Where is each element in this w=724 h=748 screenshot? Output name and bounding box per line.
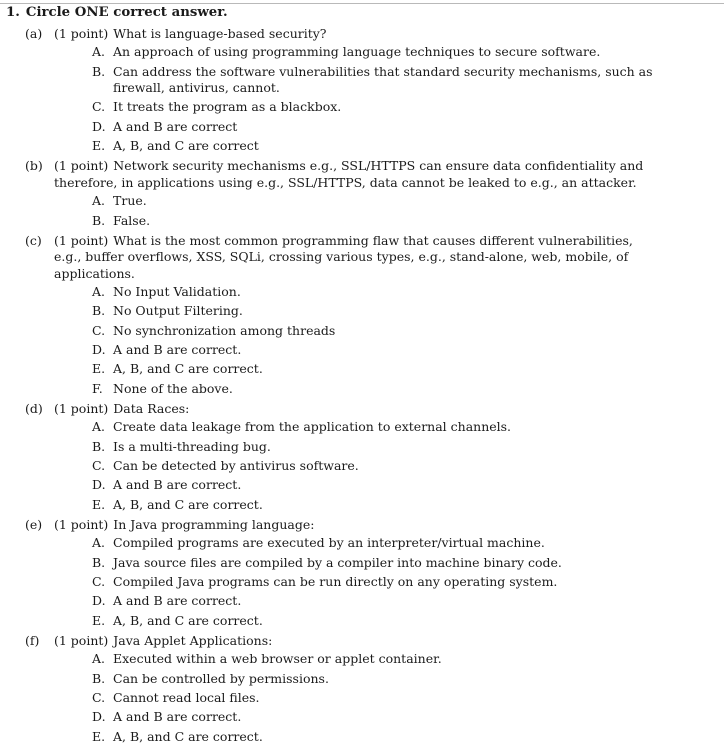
option-letter: C.: [92, 574, 106, 590]
option-text: No Output Filtering.: [113, 303, 243, 319]
answer-option[interactable]: [0, 555, 724, 571]
answer-option[interactable]: [0, 64, 724, 97]
part-prompt: [0, 158, 724, 191]
answer-option[interactable]: [0, 284, 724, 300]
option-letter: D.: [92, 118, 106, 134]
answer-option[interactable]: [0, 138, 724, 154]
option-text: A and B are correct.: [113, 593, 242, 609]
answer-option[interactable]: [0, 439, 724, 455]
option-letter: B.: [92, 554, 106, 570]
part-points: (1 point): [54, 517, 109, 533]
answer-option[interactable]: [0, 458, 724, 474]
answer-options: [0, 651, 724, 745]
option-text: An approach of using programming language techniques to secure software.: [113, 44, 601, 60]
option-text: Is a multi-threading bug.: [113, 438, 271, 454]
option-letter: A.: [92, 419, 106, 435]
answer-option[interactable]: [0, 361, 724, 377]
option-text: Java source files are compiled by a compiler into machine binary code.: [113, 554, 562, 570]
answer-options: [0, 284, 724, 397]
answer-option[interactable]: [0, 419, 724, 435]
part-e: [0, 517, 724, 629]
option-letter: B.: [92, 212, 106, 228]
option-letter: D.: [92, 477, 106, 493]
part-tag: (e): [25, 517, 43, 533]
answer-option[interactable]: [0, 193, 724, 209]
answer-option[interactable]: [0, 323, 724, 339]
part-a: [0, 26, 724, 154]
part-b: [0, 158, 724, 229]
part-question-text: What is the most common programming flaw that causes different vulnerabilities, e.g., buffer overflows, XSS, SQLi, crossing various types, e.g., stand-alone, web, mobile, of applications.: [54, 232, 633, 281]
option-text: It treats the program as a blackbox.: [113, 99, 342, 115]
part-prompt: [0, 401, 724, 417]
answer-options: [0, 193, 724, 229]
option-letter: E.: [92, 496, 106, 512]
question-heading: [0, 4, 724, 22]
answer-option[interactable]: [0, 381, 724, 397]
question-number: 1.: [6, 5, 20, 20]
question-sheet: [0, 4, 724, 748]
option-text: Create data leakage from the application to external channels.: [113, 419, 512, 435]
option-text: Executed within a web browser or applet container.: [113, 651, 442, 667]
option-text: True.: [113, 193, 147, 209]
answer-option[interactable]: [0, 119, 724, 135]
answer-option[interactable]: [0, 213, 724, 229]
option-letter: C.: [92, 322, 106, 338]
answer-option[interactable]: [0, 690, 724, 706]
part-question-text: Network security mechanisms e.g., SSL/HTTPS can ensure data confidentiality and therefore, in applications using e.g., SSL/HTTPS, data cannot be leaked to e.g., an attacker.: [54, 158, 644, 190]
part-prompt: [0, 517, 724, 533]
option-letter: B.: [92, 670, 106, 686]
option-letter: D.: [92, 593, 106, 609]
part-tag: (a): [25, 26, 43, 41]
option-text: A, B, and C are correct.: [113, 496, 263, 512]
option-letter: D.: [92, 709, 106, 725]
part-d: [0, 401, 724, 513]
option-text: Can be controlled by permissions.: [113, 670, 329, 686]
answer-option[interactable]: [0, 613, 724, 629]
answer-option[interactable]: [0, 651, 724, 667]
part-prompt: [0, 233, 724, 282]
option-text: A, B, and C are correct.: [113, 361, 263, 377]
option-text: No Input Validation.: [113, 284, 241, 300]
part-question-text: What is language-based security?: [113, 26, 327, 41]
option-text: A and B are correct.: [113, 477, 242, 493]
option-text: A, B, and C are correct.: [113, 728, 263, 744]
option-letter: F.: [92, 380, 103, 396]
part-points: (1 point): [54, 401, 109, 417]
part-prompt: [0, 26, 724, 42]
part-points: (1 point): [54, 633, 109, 649]
answer-option[interactable]: [0, 99, 724, 115]
answer-option[interactable]: [0, 477, 724, 493]
answer-option[interactable]: [0, 535, 724, 551]
answer-options: [0, 44, 724, 154]
option-text: No synchronization among threads: [113, 322, 336, 338]
option-text: Compiled programs are executed by an interpreter/virtual machine.: [113, 535, 545, 551]
part-question-text: In Java programming language:: [113, 517, 315, 533]
option-letter: E.: [92, 612, 106, 628]
option-text: A and B are correct: [113, 118, 238, 134]
option-letter: C.: [92, 99, 106, 115]
option-letter: A.: [92, 535, 106, 551]
part-points: (1 point): [54, 26, 109, 41]
option-text: False.: [113, 212, 151, 228]
option-letter: B.: [92, 303, 106, 319]
option-text: A and B are correct.: [113, 709, 242, 725]
question-instruction: Circle ONE correct answer.: [25, 5, 228, 20]
part-question-text: Data Races:: [113, 401, 190, 417]
part-tag: (b): [25, 158, 43, 174]
option-text: A, B, and C are correct.: [113, 612, 263, 628]
option-letter: A.: [92, 284, 106, 300]
answer-option[interactable]: [0, 574, 724, 590]
part-prompt: [0, 633, 724, 649]
answer-options: [0, 535, 724, 629]
part-f: [0, 633, 724, 745]
option-letter: B.: [92, 63, 106, 79]
option-text: A and B are correct.: [113, 342, 242, 358]
part-c: [0, 233, 724, 397]
option-letter: A.: [92, 44, 106, 60]
option-text: Can address the software vulnerabilities that standard security mechanisms, such as firewall, antivirus, cannot.: [113, 63, 653, 96]
answer-option[interactable]: [0, 44, 724, 60]
option-text: Can be detected by antivirus software.: [113, 458, 359, 474]
part-tag: (d): [25, 401, 43, 417]
option-text: None of the above.: [113, 380, 233, 396]
option-letter: E.: [92, 728, 106, 744]
answer-options: [0, 419, 724, 513]
option-letter: C.: [92, 458, 106, 474]
option-text: A, B, and C are correct: [113, 138, 259, 153]
option-text: Compiled Java programs can be run directly on any operating system.: [113, 574, 558, 590]
part-question-text: Java Applet Applications:: [113, 633, 273, 649]
option-letter: E.: [92, 138, 106, 153]
option-letter: B.: [92, 438, 106, 454]
part-points: (1 point): [54, 232, 109, 248]
part-tag: (c): [25, 232, 42, 248]
answer-option[interactable]: [0, 303, 724, 319]
part-points: (1 point): [54, 158, 109, 174]
option-letter: D.: [92, 342, 106, 358]
option-letter: A.: [92, 651, 106, 667]
answer-option[interactable]: [0, 342, 724, 358]
part-tag: (f): [25, 633, 40, 649]
option-text: Cannot read local files.: [113, 690, 260, 706]
answer-option[interactable]: [0, 709, 724, 725]
option-letter: A.: [92, 193, 106, 209]
answer-option[interactable]: [0, 593, 724, 609]
option-letter: E.: [92, 361, 106, 377]
answer-option[interactable]: [0, 671, 724, 687]
answer-option[interactable]: [0, 497, 724, 513]
option-letter: C.: [92, 690, 106, 706]
